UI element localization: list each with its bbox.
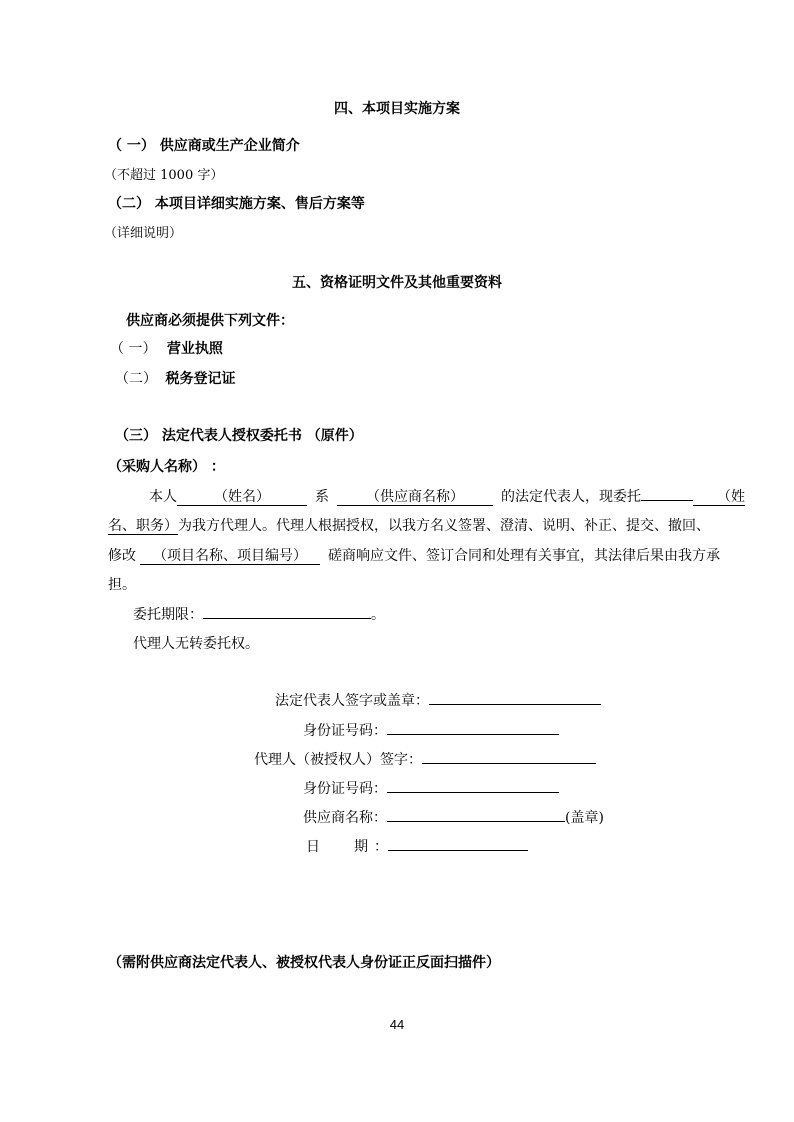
- id-no-row-1: [303, 720, 559, 740]
- letter-recipient: （采购人名称） ：: [108, 459, 225, 475]
- term-blank: [203, 604, 371, 619]
- section-4-item-1-note: （不超过 1000 字）: [104, 168, 224, 183]
- legal-rep-sign-row: [275, 690, 601, 710]
- section-5-intro: 供应商必须提供下列文件：: [126, 313, 294, 329]
- text-segment: 本人: [149, 489, 177, 505]
- section-5-item-2: [115, 368, 235, 388]
- label: 供应商名称：: [303, 810, 387, 826]
- letter-line-1: [149, 486, 745, 506]
- section-5-title: 五、资格证明文件及其他重要资料: [292, 275, 502, 291]
- legal-rep-sign-line: [429, 690, 601, 705]
- label: 身份证号码：: [303, 723, 387, 739]
- section-5-item-1: [110, 338, 223, 358]
- term-line: [133, 604, 385, 624]
- seal-note: (盖章): [565, 810, 604, 826]
- label: 法定代表人签字或盖章：: [275, 693, 429, 709]
- date-label-b: 期: [354, 839, 368, 855]
- text-segment: 的法定代表人，现委托: [501, 489, 641, 505]
- item-2-label: 税务登记证: [165, 371, 236, 387]
- agent-blank-text: （姓: [693, 490, 745, 506]
- supplier-name-blank: （供应商名称）: [337, 490, 493, 506]
- agent-title-blank: 名、职务）: [108, 518, 178, 534]
- section-4-item-1-title: （ 一） 供应商或生产企业简介: [108, 138, 300, 154]
- letter-line-4: 担。: [108, 577, 136, 593]
- text-segment: 系: [315, 489, 329, 505]
- id-no-line-1: [387, 720, 559, 735]
- section-4-title: 四、本项目实施方案: [334, 101, 460, 117]
- text-segment: 修改: [108, 548, 136, 564]
- label: 身份证号码：: [303, 781, 387, 797]
- date-line: [388, 836, 528, 851]
- page-number: 44: [389, 1017, 405, 1032]
- letter-line-3: [108, 545, 720, 565]
- attachment-note: （需附供应商法定代表人、被授权代表人身份证正反面扫描件）: [108, 955, 500, 971]
- agent-sign-line: [422, 749, 596, 764]
- date-label-a: 日: [306, 839, 320, 855]
- section-4-item-2-note: （详细说明）: [104, 226, 183, 241]
- term-label: 委托期限：: [133, 607, 203, 623]
- letter-line-2: [108, 515, 710, 535]
- name-blank: （姓名）: [177, 490, 307, 506]
- project-blank: （项目名称、项目编号）: [140, 549, 320, 565]
- id-no-line-2: [387, 778, 559, 793]
- section-4-item-2-title: （二） 本项目详细实施方案、售后方案等: [108, 196, 365, 212]
- item-1-label: 营业执照: [166, 341, 223, 357]
- text-segment: 磋商响应文件、签订合同和处理有关事宜，其法律后果由我方承: [328, 548, 720, 564]
- term-end: 。: [371, 607, 385, 623]
- supplier-name-line: [387, 807, 565, 822]
- agent-sign-row: [254, 749, 596, 769]
- date-row: [306, 836, 528, 856]
- supplier-name-row: [303, 807, 604, 827]
- text-segment: 为我方代理人。代理人根据授权，以我方名义签署、澄清、说明、补正、提交、撤回、: [178, 518, 710, 534]
- label: 代理人（被授权人）签字：: [254, 752, 422, 768]
- date-colon: ：: [374, 839, 388, 855]
- no-sub-delegation: 代理人无转委托权。: [133, 636, 259, 652]
- item-1-prefix: （ 一）: [110, 341, 157, 357]
- agent-blank-start: [641, 500, 693, 501]
- section-5-item-3-title: （三） 法定代表人授权委托书 （原件）: [115, 428, 363, 444]
- id-no-row-2: [303, 778, 559, 798]
- item-2-prefix: （二）: [115, 371, 157, 387]
